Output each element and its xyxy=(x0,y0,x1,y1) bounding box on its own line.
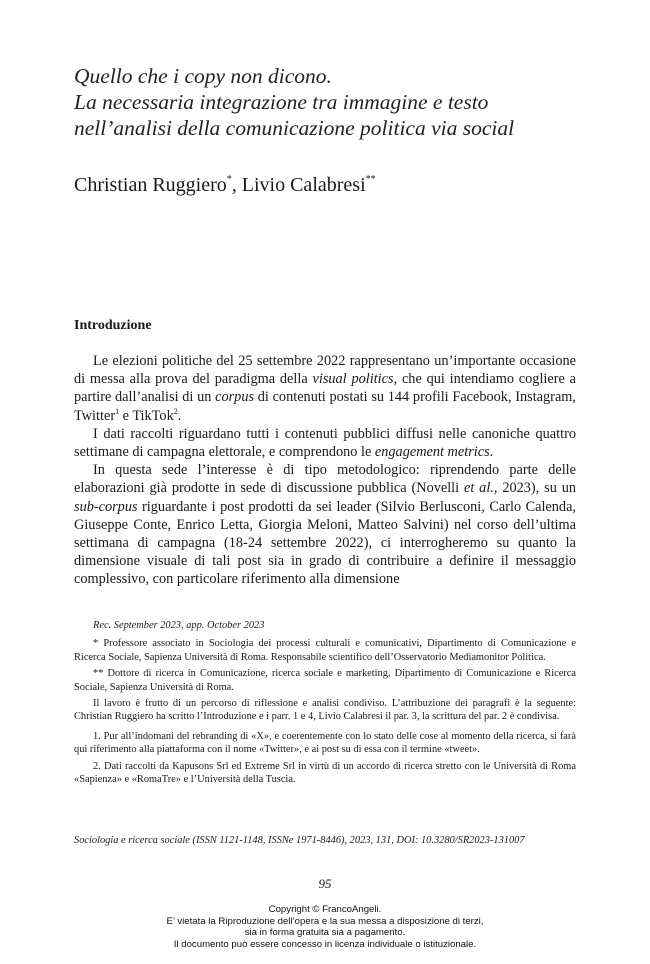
copyright-notice xyxy=(0,904,650,951)
copyright-line-1: Copyright © FrancoAngeli. xyxy=(268,904,382,915)
journal-citation: Sociologia e ricerca sociale (ISSN 1121-1148, ISSNe 1971-8446), 2023, 131, DOI: 10.3280/SR2023-131007 xyxy=(74,835,525,846)
text-run: di contenuti postati su 144 profili Facebook, Instagram, Twitter xyxy=(74,389,576,424)
text-run: , che qui intendiamo cogliere a partire dall’analisi di un xyxy=(74,371,576,406)
author-calabresi: Livio Calabresi xyxy=(241,174,366,196)
copyright-line-3: sia in forma gratuita sia a pagamento. xyxy=(244,927,406,939)
article-title xyxy=(74,63,594,141)
body-text xyxy=(74,352,576,589)
title-line-3: nell’analisi della comunicazione politica via social xyxy=(74,116,515,140)
title-line-2: La necessaria integrazione tra immagine e testo xyxy=(74,90,489,114)
text-run: . xyxy=(489,444,494,461)
notes-block xyxy=(74,619,576,789)
page-number: 95 xyxy=(318,876,332,891)
author-note-mark-2: ** xyxy=(365,174,376,185)
author-note-mark-1: * xyxy=(226,174,232,185)
paragraph-2 xyxy=(74,425,576,461)
emphasis-sub-corpus: sub-corpus xyxy=(74,498,138,515)
title-line-1: Quello che i copy non dicono. xyxy=(74,64,332,88)
footnote-1: 1. Pur all’indomani del rebranding di «X», e coerentemente con lo stato delle cose al momento della ricerca, si farà qui riferimento alla piattaforma con il nome «Twitter», e ai post su di essa con il termine «tweet». xyxy=(74,730,576,756)
attribution-note: Il lavoro è frutto di un percorso di riflessione e analisi condiviso. L’attribuzione dei paragrafi è la seguente: Christian Ruggiero ha scritto l’Introduzione e i parr. 1 e 4, Livio Calabresi il par. 3, la scrittura del par. 2 è condivisa. xyxy=(74,698,576,723)
author-line xyxy=(74,168,376,197)
author-note-1: * Professore associato in Sociologia dei processi culturali e comunicativi, Dipartimento di Comunicazione e Ricerca Sociale, Sapienza Università di Roma. Responsabile scientifico dell’Osservatorio Mediamonitor Politica. xyxy=(74,638,576,663)
paragraph-1 xyxy=(74,352,576,425)
text-run: riguardante i post prodotti da sei leader (Silvio Berlusconi, Carlo Calenda, Giuseppe Conte, Enrico Letta, Giorgia Meloni, Matteo Salvini) nel corso dell’ultima settimana di campagna (18-24 settembre 2022), ci interrogheremo su quanto la dimensione visuale di tali post sia in grado di contribuire a definire il messaggio complessivo, con particolare riferimento alla dimensione xyxy=(74,498,576,588)
author-ruggiero: Christian Ruggiero xyxy=(74,174,227,196)
section-heading: Introduzione xyxy=(74,318,152,333)
text-run: , 2023), su un xyxy=(493,480,576,497)
text-run: I dati raccolti riguardano tutti i contenuti pubblici diffusi nelle canoniche quattro settimane di campagna elettorale, e comprendono le xyxy=(74,425,576,461)
paragraph-3 xyxy=(74,461,576,588)
footnote-2: 2. Dati raccolti da Kapusons Srl ed Extreme Srl in virtù di un accordo di ricerca stretto con le Università di Roma «Sapienza» e «RomaTre» e l’Università della Tuscia. xyxy=(74,760,576,786)
text-run: e TikTok xyxy=(119,407,174,424)
emphasis-et-al: et al. xyxy=(464,480,494,497)
author-separator: , xyxy=(231,174,242,196)
emphasis-corpus: corpus xyxy=(215,389,255,406)
footnote-ref-1[interactable]: 1 xyxy=(115,406,120,416)
footnote-ref-2[interactable]: 2 xyxy=(173,406,178,416)
text-run: Le elezioni politiche del 25 settembre 2022 rappresentano un’importante occasione di messa alla prova del paradigma della xyxy=(74,353,576,388)
copyright-line-4: Il documento può essere concesso in licenza individuale o istituzionale. xyxy=(173,939,477,951)
text-run: In questa sede l’interesse è di tipo metodologico: riprendendo parte delle elaborazioni già prodotte in sede di discussione pubblica (Novelli xyxy=(74,462,576,497)
received-note: Rec. September 2023, app. October 2023 xyxy=(93,620,265,631)
emphasis-visual-politics: visual politics xyxy=(312,371,394,388)
author-note-2: ** Dottore di ricerca in Comunicazione, ricerca sociale e marketing, Dipartimento di Comunicazione e Ricerca Sociale, Sapienza Università di Roma. xyxy=(74,668,576,693)
emphasis-engagement-metrics: engagement metrics xyxy=(374,444,490,461)
text-run: . xyxy=(177,407,182,424)
copyright-line-2: E’ vietata la Riproduzione dell’opera e la sua messa a disposizione di terzi, xyxy=(166,915,484,927)
